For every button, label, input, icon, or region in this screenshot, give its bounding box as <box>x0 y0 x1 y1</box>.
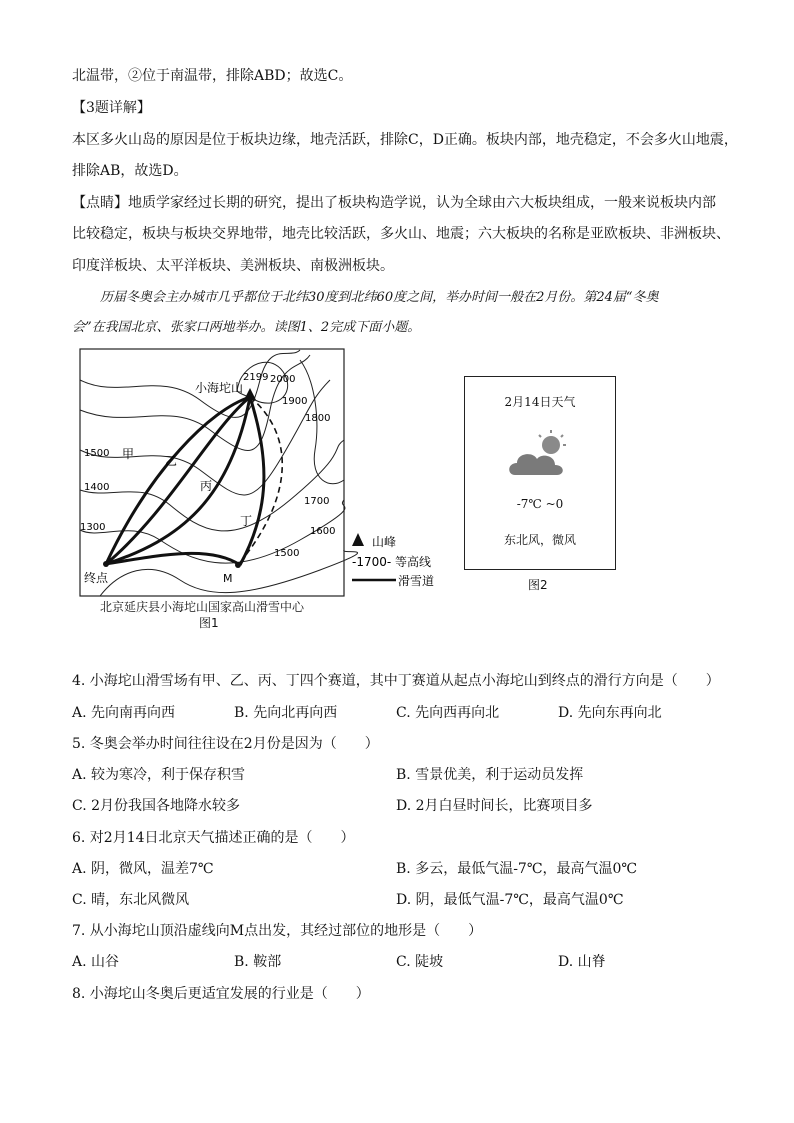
tip-line-3: 印度洋板块、太平洋板块、美洲板块、南极洲板块。 <box>72 258 394 274</box>
weather-card <box>464 376 616 570</box>
q6-option-b: B. 多云，最低气温-7℃，最高气温0℃ <box>396 861 638 877</box>
track-label-jia: 甲 <box>122 447 135 461</box>
track-label-bing: 丙 <box>200 479 213 493</box>
legend-track-label: 滑雪道 <box>398 574 435 588</box>
q6-option-c: C. 晴，东北风微风 <box>72 892 190 908</box>
m-point-label: M <box>223 572 233 585</box>
intro-line-2: 会”在我国北京、张家口两地举办。读图1、2完成下面小题。 <box>72 320 421 335</box>
q5-option-a: A. 较为寒冷，利于保存积雪 <box>72 767 246 783</box>
text-line-4: 排除AB，故选D。 <box>72 163 188 179</box>
q5-option-c: C. 2月份我国各地降水较多 <box>72 798 241 814</box>
contour-label-1600: 1600 <box>310 526 336 537</box>
contour-label-1500-right: 1500 <box>274 548 300 559</box>
legend-peak-label: 山峰 <box>372 535 397 549</box>
peak-elev-label: 2199 <box>243 372 269 383</box>
tip-line-2: 比较稳定，板块与板块交界地带，地壳比较活跃，多火山、地震；六大板块的名称是亚欧板块、非洲板块、 <box>72 226 730 242</box>
q5-option-d: D. 2月白昼时间长，比赛项目多 <box>396 798 593 814</box>
text-line-3: 本区多火山岛的原因是位于板块边缘，地壳活跃，排除C，D正确。板块内部，地壳稳定，不会多火山地震， <box>72 132 738 148</box>
fig2-label: 图2 <box>528 578 548 592</box>
question-6-stem: 6. 对2月14日北京天气描述正确的是（ ） <box>72 830 355 846</box>
intro-line-1: 历届冬奥会主办城市几乎都位于北纬30度到北纬60度之间，举办时间一般在2月份。第24届“冬奥 <box>100 290 659 305</box>
q7-option-d: D. 山脊 <box>558 954 606 970</box>
q6-option-d: D. 阴，最低气温-7℃，最高气温0℃ <box>396 892 624 908</box>
question-5-stem: 5. 冬奥会举办时间往往设在2月份是因为（ ） <box>72 736 379 752</box>
q4-option-a: A. 先向南再向西 <box>72 705 176 721</box>
q7-option-a: A. 山谷 <box>72 954 120 970</box>
peak-name-label: 小海坨山 <box>195 381 244 395</box>
contour-label-1800: 1800 <box>305 413 331 424</box>
q5-option-b: B. 雪景优美，利于运动员发挥 <box>396 767 584 783</box>
map-caption: 北京延庆县小海坨山国家高山滑雪中心 <box>100 600 305 614</box>
legend-contour-label: -1700- 等高线 <box>352 555 432 569</box>
partly-cloudy-icon <box>505 427 575 483</box>
q7-option-c: C. 陡坡 <box>396 954 444 970</box>
text-line-1: 北温带，②位于南温带，排除ABD；故选C。 <box>72 68 353 84</box>
track-label-yi: 乙 <box>165 454 178 468</box>
contour-map <box>60 340 460 630</box>
contour-label-1400: 1400 <box>84 482 110 493</box>
q4-option-c: C. 先向西再向北 <box>396 705 500 721</box>
question-8-stem: 8. 小海坨山冬奥后更适宜发展的行业是（ ） <box>72 986 370 1002</box>
q4-option-b: B. 先向北再向西 <box>234 705 338 721</box>
contour-label-1900: 1900 <box>282 396 308 407</box>
q4-option-d: D. 先向东再向北 <box>558 705 662 721</box>
peak-icon <box>244 388 256 400</box>
track-label-ding: 丁 <box>240 514 253 528</box>
weather-title: 2月14日天气 <box>504 395 576 409</box>
weather-wind: 东北风，微风 <box>503 533 576 547</box>
q7-option-b: B. 鞍部 <box>234 954 282 970</box>
contour-label-1700: 1700 <box>304 496 330 507</box>
contour-label-1500-left: 1500 <box>84 448 110 459</box>
q6-option-a: A. 阴，微风，温差7℃ <box>72 861 214 877</box>
section-heading: 【3题详解】 <box>72 100 151 116</box>
weather-temp: -7℃ ~0 <box>516 497 564 511</box>
end-point-label: 终点 <box>84 571 109 585</box>
contour-label-2000: 2000 <box>270 374 296 385</box>
m-point-marker <box>235 562 241 568</box>
legend-peak-icon <box>352 533 364 546</box>
question-4-stem: 4. 小海坨山滑雪场有甲、乙、丙、丁四个赛道，其中丁赛道从起点小海坨山到终点的滑行方向是（ ） <box>72 673 720 689</box>
fig1-label: 图1 <box>199 616 219 630</box>
tip-line-1: 【点睛】地质学家经过长期的研究，提出了板块构造学说，认为全球由六大板块组成，一般来说板块内部 <box>72 195 716 211</box>
end-point-marker <box>103 561 109 567</box>
question-7-stem: 7. 从小海坨山顶沿虚线向M点出发，其经过部位的地形是（ ） <box>72 923 483 939</box>
contour-label-1300: 1300 <box>80 522 106 533</box>
